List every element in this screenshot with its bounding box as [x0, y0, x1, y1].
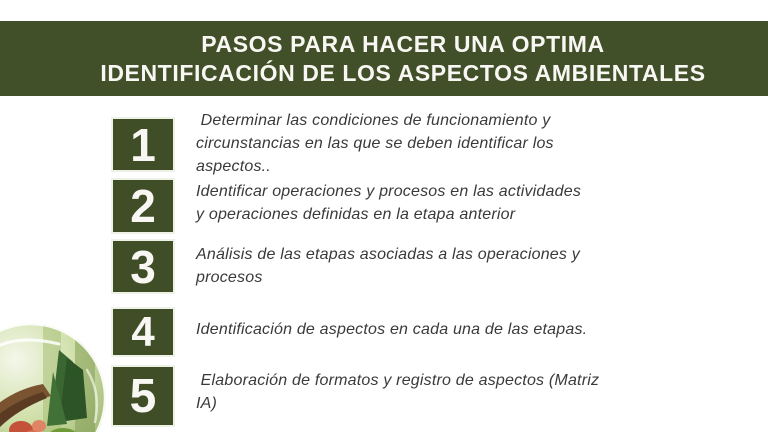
- step-text-line: circunstancias en las que se deben identificar los: [196, 135, 554, 152]
- step-number-2: 2: [130, 180, 156, 232]
- step-text-line: IA): [196, 395, 218, 412]
- step-number-badge-1: [111, 117, 175, 172]
- step-text-line: procesos: [196, 269, 263, 286]
- step-number-badge-5: [111, 365, 175, 427]
- step-text-line: Identificar operaciones y procesos en las actividades: [196, 183, 582, 200]
- step-text-3: [196, 243, 676, 289]
- step-text-1: [196, 109, 676, 178]
- step-number-badge-4: [111, 307, 175, 357]
- step-text-line: Análisis de las etapas asociadas a las operaciones y: [196, 246, 580, 263]
- page-title-line-1: PASOS PARA HACER UNA OPTIMA: [201, 30, 605, 57]
- step-text-line: Determinar las condiciones de funcionamiento y: [196, 112, 551, 129]
- step-text-line: y operaciones definidas en la etapa anterior: [196, 206, 516, 223]
- step-number-badge-3: [111, 239, 175, 294]
- header-band: [0, 21, 768, 96]
- step-text-4: [196, 318, 676, 341]
- terrarium-photo: [0, 322, 107, 432]
- step-text-2: [196, 180, 676, 226]
- step-number-5: 5: [129, 369, 157, 423]
- step-number-badge-2: [111, 178, 175, 234]
- step-number-4: 4: [131, 308, 155, 355]
- page-title-line-2: IDENTIFICACIÓN DE LOS ASPECTOS AMBIENTALES: [100, 59, 706, 86]
- step-text-5: [196, 369, 676, 415]
- step-text-line: aspectos..: [196, 158, 271, 175]
- step-text-line: Identificación de aspectos en cada una de las etapas.: [196, 321, 588, 338]
- step-number-3: 3: [130, 240, 156, 293]
- step-number-1: 1: [130, 118, 156, 171]
- step-text-line: Elaboración de formatos y registro de aspectos (Matriz: [196, 372, 600, 389]
